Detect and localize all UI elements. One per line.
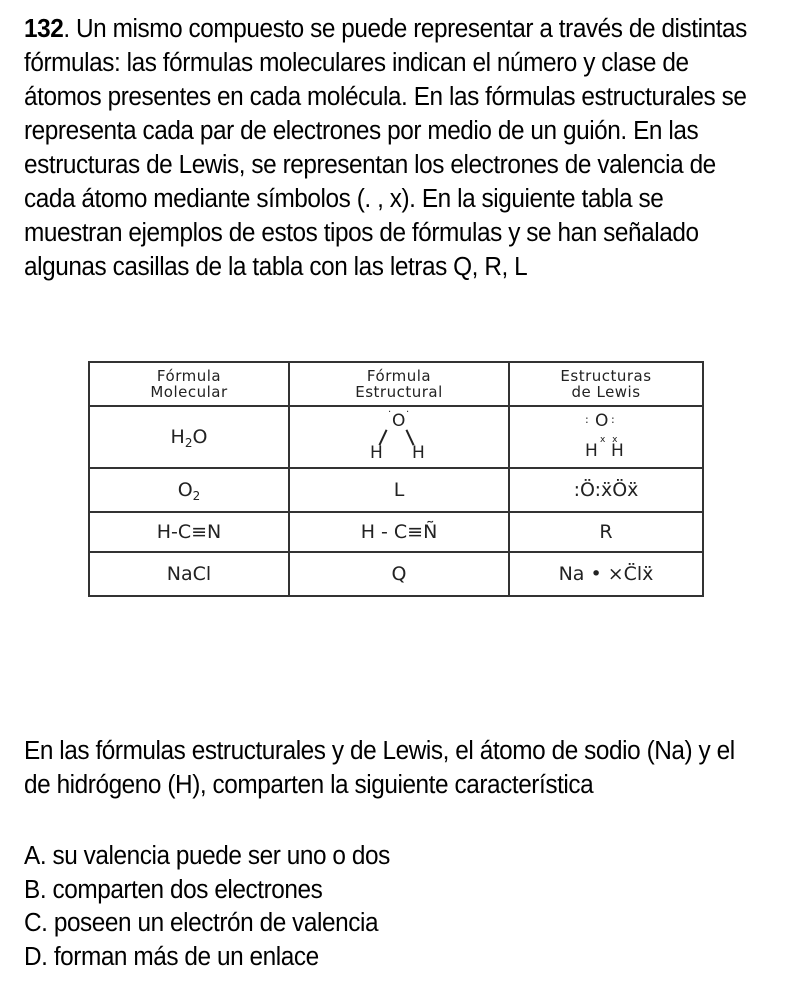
cell-molecular-o2: $O_2$: [89, 468, 289, 512]
answer-options: [24, 840, 755, 974]
header-lewis: Estructuras de Lewis: [509, 362, 703, 406]
option-d[interactable]: D. forman más de un enlace: [24, 942, 319, 971]
cell-structural-hcn: H - C≡Ñ: [289, 512, 509, 552]
table-row: [89, 512, 703, 552]
cell-lewis-r: R: [509, 512, 703, 552]
header-molecular: Fórmula Molecular: [89, 362, 289, 406]
h2o-lewis-structure: : O : x x H H: [585, 411, 624, 461]
cell-molecular-h2o: $H_2O$: [89, 406, 289, 468]
option-b[interactable]: B. comparten dos electrones: [24, 875, 323, 904]
cell-molecular-nacl: NaCl: [89, 552, 289, 596]
question-prompt: En las fórmulas estructurales y de Lewis, el átomo de sodio (Na) y el de hidrógeno (H), comparten la siguiente característica: [24, 737, 735, 799]
h2o-structural-formula: · O · H H: [370, 407, 425, 463]
cell-structural-q: Q: [289, 552, 509, 596]
cell-molecular-hcn: H-C≡N: [89, 512, 289, 552]
option-c[interactable]: C. poseen un electrón de valencia: [24, 909, 379, 937]
table-row: [89, 468, 703, 512]
cell-structural-l: L: [289, 468, 509, 512]
cell-structural-h2o: [289, 406, 509, 468]
table-row: [89, 406, 703, 468]
question-number: 132: [24, 15, 64, 43]
formula-table: [88, 361, 704, 597]
question-intro: [24, 12, 755, 284]
question-intro-text: . Un mismo compuesto se puede representar a través de distintas fórmulas: las fórmulas moleculares indican el número y clase de átomos presentes en cada molécula. En las fórmulas estructurales se representa cada par de electrones por medio de un guión. En las estructuras de Lewis, se representan los electrones de valencia de cada átomo mediante símbolos (. , x). En la siguiente tabla se muestran ejemplos de estos tipos de fórmulas y se han señalado algunas casillas de la tabla con las letras Q, R, L: [24, 15, 747, 281]
cell-lewis-nacl: Na • ×C̈lẍ: [509, 552, 703, 596]
table-header-row: [89, 362, 703, 406]
cell-lewis-h2o: [509, 406, 703, 468]
option-a[interactable]: A. su valencia puede ser uno o dos: [24, 842, 390, 870]
header-structural: Fórmula Estructural: [289, 362, 509, 406]
cell-lewis-o2: :Ö:ẍÖẍ: [509, 468, 703, 512]
table-row: [89, 552, 703, 596]
